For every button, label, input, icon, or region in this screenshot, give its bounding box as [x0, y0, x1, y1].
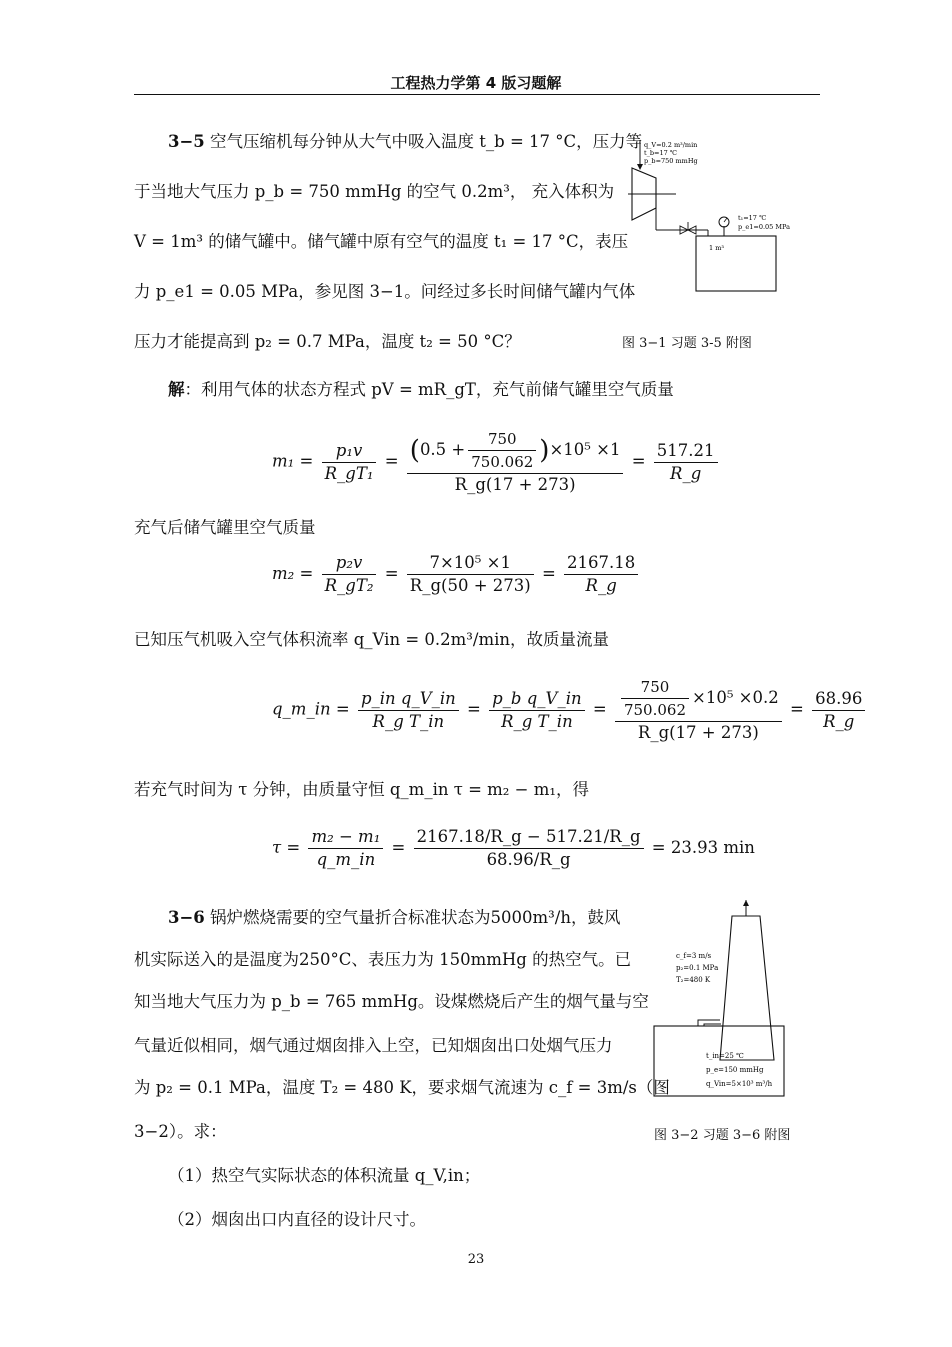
- eq3-num-2: p_b q_V_in: [489, 688, 585, 711]
- header-rule: [134, 94, 820, 95]
- eq4-result: = 23.93 min: [651, 838, 755, 857]
- fig32-pe-label: p_e=150 mmHg: [706, 1066, 764, 1074]
- fig31-t1-label: t₁=17 ℃: [738, 214, 767, 222]
- eq4-num-1: m₂ − m₁: [308, 826, 383, 849]
- solution-text-4: 若充气时间为 τ 分钟，由质量守恒 q_m_in τ = m₂ − m₁，得: [134, 780, 589, 799]
- fig32-cf-label: c_f=3 m/s: [676, 952, 712, 960]
- eq1-c1: 0.5 +: [419, 440, 466, 459]
- eq2-num-1: p₂v: [322, 552, 377, 575]
- p35-text-1: 空气压缩机每分钟从大气中吸入温度 t_b = 17 °C，压力等: [204, 132, 643, 151]
- problem-3-5-line-5: 压力才能提高到 p₂ = 0.7 MPa，温度 t₂ = 50 °C？: [134, 332, 521, 351]
- problem-3-5-line-1: [168, 130, 642, 154]
- eq1-den-1: R_gT₁: [324, 463, 374, 483]
- eq3-num-1: p_in q_V_in: [358, 688, 459, 711]
- eq4-num-2: 2167.18/R_g − 517.21/R_g: [414, 826, 644, 849]
- problem-3-5-line-4: 力 p_e1 = 0.05 MPa，参见图 3−1。问经过多长时间储气罐内气体: [134, 282, 636, 301]
- page-number: 23: [467, 1252, 485, 1267]
- problem-3-6-line-2: 机实际送入的是温度为250°C、表压力为 150mmHg 的热空气。已: [134, 950, 632, 969]
- fig32-tin-label: t_in=25 ℃: [706, 1052, 744, 1060]
- eq3-c3: 750.062: [623, 701, 686, 719]
- problem-3-5-label: 3−5: [168, 132, 205, 151]
- eq1-den-2: R_g(17 + 273): [454, 475, 576, 494]
- eq1-frac-1: [322, 440, 377, 485]
- solution-label: 解: [168, 380, 185, 399]
- eq3-den-2: R_g T_in: [501, 711, 573, 731]
- eq4-frac-2: [414, 826, 644, 871]
- problem-3-5-line-3: V = 1m³ 的储气罐中。储气罐中原有空气的温度 t₁ = 17 °C，表压: [134, 232, 629, 251]
- problem-3-6-line-1: [168, 906, 620, 930]
- eq1-num-3: 517.21: [654, 440, 718, 463]
- fig31-pe1-label: p_e1=0.05 MPa: [738, 223, 790, 231]
- problem-3-6-line-4: 气量近似相同，烟气通过烟囱排入上空，已知烟囱出口处烟气压力: [134, 1036, 613, 1055]
- eq3-num-4: 68.96: [812, 688, 865, 711]
- eq3-frac-1: [358, 688, 459, 733]
- problem-3-6-question-2: （2）烟囱出口内直径的设计尺寸。: [168, 1210, 426, 1229]
- eq1-c2: 750: [468, 428, 536, 451]
- solution-intro: [168, 378, 674, 402]
- eq3-lhs: q_m_in: [272, 699, 331, 719]
- eq2-den-1: R_gT₂: [324, 576, 374, 595]
- eq3-den-3: R_g(17 + 273): [637, 723, 759, 742]
- eq1-frac-2: [407, 428, 624, 496]
- figure-3-1-caption: 图 3−1 习题 3-5 附图: [622, 336, 752, 351]
- eq2-frac-3: [564, 552, 638, 597]
- fig31-qv-label: q_V=0.2 m³/min: [644, 141, 698, 149]
- equation-tau: τ = $\frac{\text{m₂ − m₁}}{q\_m\_in}$ = $\frac{2167.18/R\_g - 517.21/R\_g}{68.96/R\_g}$ = 23.93 min: [272, 827, 755, 869]
- problem-3-6-line-6: 3−2）。求：: [134, 1122, 227, 1141]
- problem-3-6-line-5: 为 p₂ = 0.1 MPa，温度 T₂ = 480 K，要求烟气流速为 c_f = 3m/s（图: [134, 1078, 670, 1097]
- eq2-frac-1: [322, 552, 377, 597]
- eq3-c4: ×10⁵ ×0.2: [692, 688, 779, 707]
- eq2-frac-2: [407, 552, 534, 597]
- fig32-t2-label: T₂=480 K: [676, 976, 711, 984]
- eq4-frac-1: [308, 826, 383, 871]
- fig32-qvin-label: q_Vin=5×10³ m³/h: [706, 1080, 773, 1088]
- eq2-lhs: m₂: [272, 564, 295, 583]
- problem-3-6-label: 3−6: [168, 908, 205, 927]
- eq3-frac-4: [812, 688, 865, 733]
- eq3-num-3: [615, 676, 782, 722]
- eq4-den-1: q_m_in: [316, 850, 376, 869]
- eq1-num-1: p₁v: [322, 440, 377, 463]
- eq1-lhs: m₁: [272, 451, 295, 471]
- fig32-p2-label: p₂=0.1 MPa: [676, 964, 719, 972]
- eq1-c4: ×10⁵ ×1: [549, 440, 621, 459]
- fig31-tb-label: t_b=17 ℃: [644, 149, 678, 157]
- eq1-frac-3: [654, 440, 718, 485]
- solution-text-2: 充气后储气罐里空气质量: [134, 518, 316, 537]
- eq3-frac-2: [489, 688, 585, 733]
- p36-text-1: 锅炉燃烧需要的空气量折合标准状态为5000m³/h，鼓风: [204, 908, 621, 927]
- fig31-pb-label: p_b=750 mmHg: [644, 157, 698, 165]
- eq3-c2: 750: [621, 676, 689, 699]
- eq4-lhs: τ: [272, 838, 282, 857]
- eq1-num-2: (0.5 + $\frac{750}{750.062}$ )×10⁵ ×1: [407, 428, 624, 474]
- eq3-frac-3: [615, 676, 782, 744]
- figure-3-1-compressor-diagram: [628, 138, 800, 298]
- eq2-num-2: 7×10⁵ ×1: [407, 552, 534, 575]
- eq3-den-4: R_g: [823, 711, 855, 731]
- figure-3-2-chimney-diagram: [650, 900, 790, 1108]
- eq4-den-2: 68.96/R_g: [486, 850, 571, 869]
- eq1-c3: 750.062: [471, 453, 534, 471]
- solution-intro-text: ：利用气体的状态方程式 pV = mR_gT，充气前储气罐里空气质量: [184, 380, 674, 399]
- fig31-volume-label: 1 m³: [709, 244, 724, 252]
- problem-3-6-question-1: （1）热空气实际状态的体积流量 q_V,in；: [168, 1166, 481, 1185]
- eq2-num-3: 2167.18: [564, 552, 638, 575]
- equation-m1: m₁ = $\frac{\text{p₁v}}{\text{R\_gT₁}}$ = (0.5 + $\frac{750}{750.062}$ )×10⁵ ×1 R_g(17 + 273) = $\frac{517.21}{R\_g}$: [272, 428, 721, 496]
- eq2-den-2: R_g(50 + 273): [409, 576, 531, 595]
- figure-3-2-caption: 图 3−2 习题 3−6 附图: [654, 1128, 791, 1143]
- equation-m2: m₂ = $\frac{\text{p₂v}}{\text{R\_gT₂}}$ = $\frac{\text{7×10⁵ ×1}}{R\_g(50 + 273)}$ = $\frac{2167.18}{R\_g}$: [272, 552, 641, 597]
- eq2-den-3: R_g: [585, 576, 617, 595]
- eq3-den-1: R_g T_in: [372, 711, 445, 731]
- eq1-den-3: R_g: [670, 463, 702, 483]
- problem-3-5-line-2: 于当地大气压力 p_b = 750 mmHg 的空气 0.2m³， 充入体积为: [134, 182, 615, 201]
- solution-text-3: 已知压气机吸入空气体积流率 q_Vin = 0.2m³/min，故质量流量: [134, 630, 610, 649]
- running-header: 工程热力学第 4 版习题解: [390, 74, 562, 92]
- problem-3-6-line-3: 知当地大气压力为 p_b = 765 mmHg。设煤燃烧后产生的烟气量与空: [134, 992, 649, 1011]
- equation-qm: q_m_in = $\frac{\text{p\_in q\_V\_in}}{\text{R\_g T\_in}}$ = $\frac{\text{p\_b q\_V\_in}}{\text{R\_g T\_in}}$ = $\frac{750}{750.062}$ ×10⁵ ×0.2 R_g(17 + 273) = $\frac{68.96}{R\_g}$: [272, 676, 868, 744]
